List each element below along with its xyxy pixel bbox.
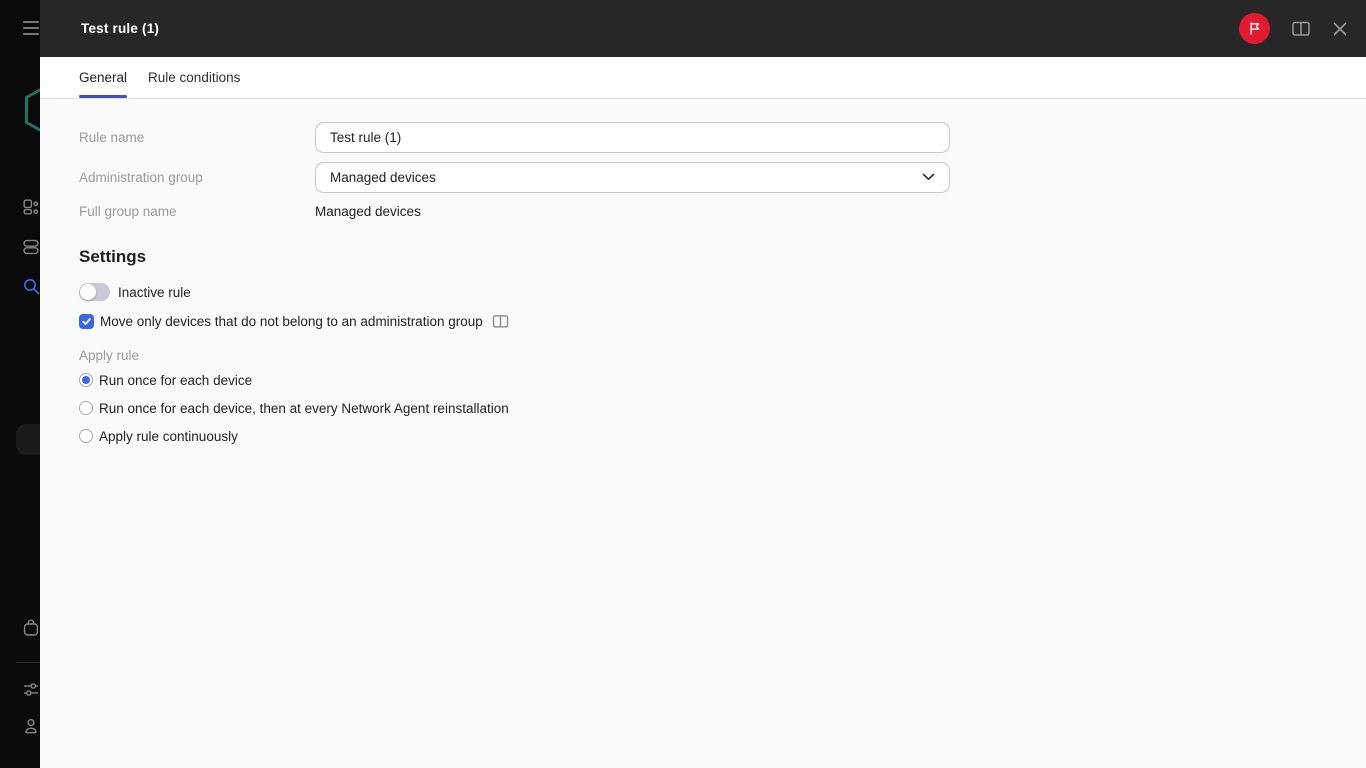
sidebar-divider: [16, 662, 40, 663]
kaspersky-logo: [25, 84, 40, 136]
servers-icon[interactable]: [23, 239, 39, 255]
close-icon: [1332, 21, 1348, 37]
sidebar: [0, 0, 40, 768]
administration-group-value: Managed devices: [330, 169, 436, 185]
rule-properties-drawer: [40, 0, 1366, 768]
move-only-checkbox-label: Move only devices that do not belong to an administration group: [100, 313, 483, 329]
radio-button[interactable]: [79, 429, 93, 443]
tab-rule-conditions[interactable]: Rule conditions: [148, 70, 241, 85]
administration-group-label: Administration group: [79, 169, 203, 185]
radio-apply-continuously[interactable]: [79, 422, 238, 450]
tab-bar: [40, 57, 1366, 99]
general-tab-content: [40, 99, 1366, 768]
close-button[interactable]: [1332, 21, 1348, 37]
search-icon[interactable]: [23, 278, 40, 295]
rule-name-label: Rule name: [79, 129, 145, 145]
assets-icon[interactable]: [23, 199, 39, 215]
full-group-name-value: Managed devices: [315, 203, 421, 219]
administration-group-select[interactable]: [315, 162, 950, 193]
open-book-icon: [492, 314, 509, 329]
rule-name-row: [79, 117, 1366, 157]
account-icon[interactable]: [23, 718, 39, 735]
flag-icon: [1246, 20, 1263, 37]
radio-run-once-reinstall[interactable]: [79, 394, 509, 422]
full-group-name-label: Full group name: [79, 203, 177, 219]
full-group-name-row: [79, 197, 1366, 225]
checkbox-help-link[interactable]: [492, 314, 509, 329]
rule-name-input[interactable]: [315, 122, 950, 153]
radio-button-selected[interactable]: [79, 373, 93, 387]
menu-icon[interactable]: [23, 21, 39, 35]
radio-button[interactable]: [79, 401, 93, 415]
inactive-rule-toggle-row[interactable]: [79, 282, 191, 302]
settings-heading: Settings: [79, 247, 147, 266]
drawer-header: [40, 0, 1366, 57]
sidebar-active-item-highlight[interactable]: [16, 424, 40, 455]
marketplace-icon[interactable]: [22, 618, 40, 637]
toggle-knob: [80, 284, 96, 300]
console-settings-icon[interactable]: [23, 681, 39, 698]
header-actions: [1239, 13, 1348, 44]
radio-run-once-label: Run once for each device: [99, 372, 253, 388]
radio-apply-continuously-label: Apply rule continuously: [99, 428, 238, 444]
help-button[interactable]: [1291, 20, 1311, 38]
tab-general[interactable]: General: [79, 57, 127, 98]
inactive-rule-label: Inactive rule: [118, 284, 191, 300]
move-only-checkbox-row[interactable]: [79, 312, 509, 330]
radio-run-once-reinstall-label: Run once for each device, then at every Network Agent reinstallation: [99, 400, 509, 416]
apply-rule-label: Apply rule: [79, 347, 140, 363]
inactive-rule-toggle[interactable]: [79, 283, 110, 301]
check-icon: [81, 316, 92, 327]
page-title: Test rule (1): [81, 21, 160, 36]
apply-rule-radio-group: [79, 366, 1366, 450]
move-only-checkbox[interactable]: [79, 314, 94, 329]
notifications-button[interactable]: [1239, 13, 1270, 44]
open-book-icon: [1291, 20, 1311, 38]
chevron-down-icon: [922, 173, 935, 181]
administration-group-row: [79, 157, 1366, 197]
radio-run-once[interactable]: [79, 366, 252, 394]
radio-dot: [82, 376, 90, 384]
